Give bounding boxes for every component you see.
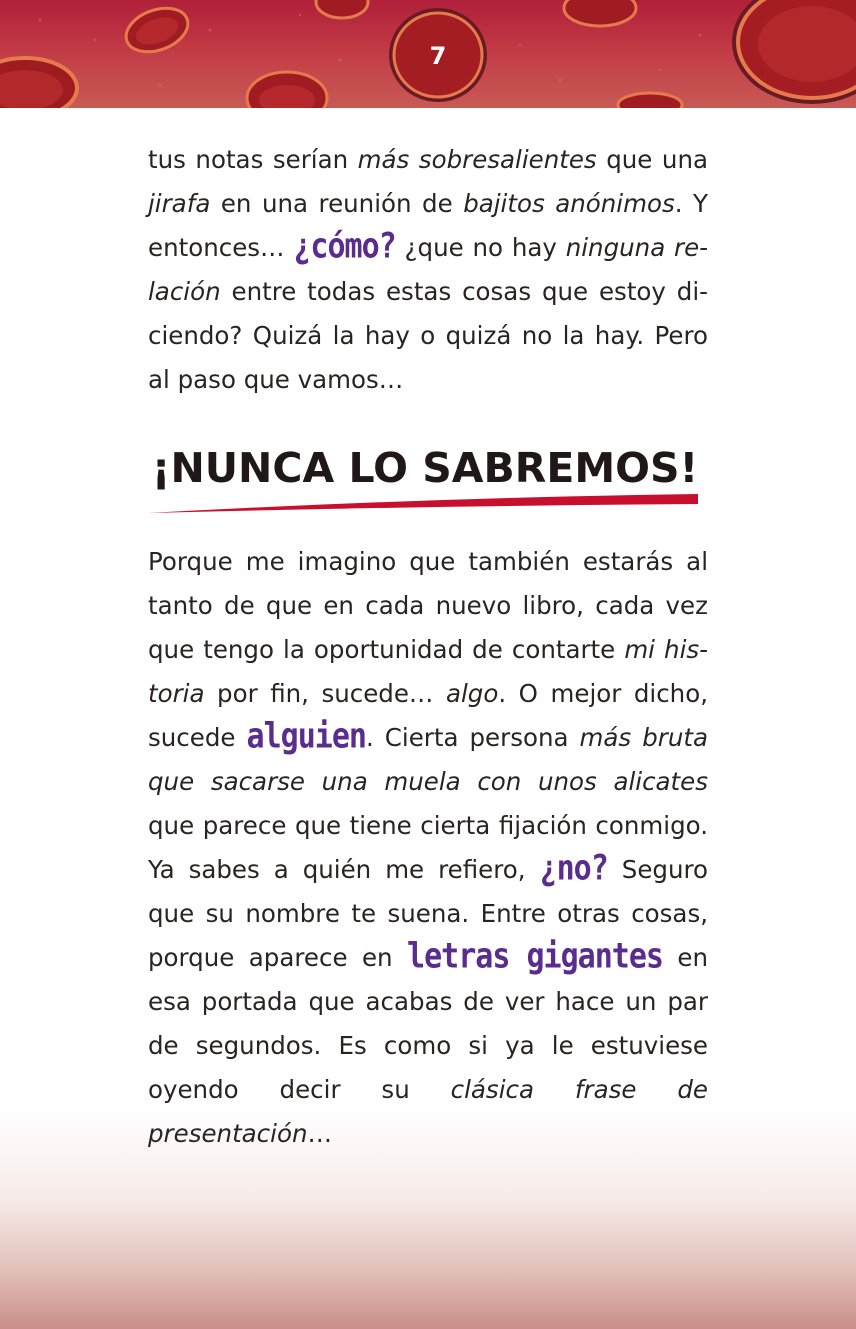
paragraph-1 xyxy=(148,138,708,402)
emphasis-word: ¿no? xyxy=(539,848,608,889)
text-run: . Cierta persona xyxy=(365,723,580,752)
text-run: por fin, sucede… xyxy=(204,679,446,708)
page-header-banner xyxy=(0,0,856,108)
text-run: entre todas estas cosas que estoy diciendo? Quizá la hay o quizá no la hay. Pero al paso que vamos… xyxy=(148,277,708,394)
text-run: que una xyxy=(596,145,708,174)
text-run: … xyxy=(307,1119,332,1148)
italic-phrase: más sobresalientes xyxy=(357,145,597,174)
text-run: Porque me imagino que también estarás al tanto de que en cada nuevo libro, cada vez que tengo la oportunidad de contarte xyxy=(148,547,708,664)
section-heading xyxy=(140,440,710,520)
italic-phrase: bajitos anónimos xyxy=(463,189,675,218)
heading-underline xyxy=(140,488,710,518)
emphasis-word: letras gigantes xyxy=(407,936,663,977)
italic-phrase: ninguna relación xyxy=(148,233,709,306)
text-run: en una reunión de xyxy=(210,189,464,218)
emphasis-word: ¿cómo? xyxy=(293,226,396,267)
italic-phrase: jirafa xyxy=(148,189,211,218)
heading-text: ¡NUNCA LO SABREMOS! xyxy=(151,444,699,492)
page-number: 7 xyxy=(429,42,447,70)
emphasis-word: alguien xyxy=(246,716,366,757)
italic-phrase: mi historia xyxy=(148,635,708,708)
text-run: que parece que tiene cierta fijación conmigo. Ya sabes a quién me refiero, xyxy=(148,811,708,884)
italic-phrase: más bruta que sacarse una muela con unos alicates xyxy=(148,723,709,796)
text-run: ¿que no hay xyxy=(395,233,566,262)
italic-phrase: algo xyxy=(445,679,499,708)
text-run: Seguro que su nombre te suena. Entre otras cosas, porque aparece en xyxy=(148,855,708,972)
text-run: tus notas serían xyxy=(148,145,358,174)
text-run: en esa portada que acabas de ver hace un par de segundos. Es como si ya le estuviese oyendo decir su xyxy=(148,943,709,1104)
paragraph-2 xyxy=(148,540,708,1156)
text-run: . Y entonces… xyxy=(148,189,708,262)
italic-phrase: clásica frase de presentación xyxy=(148,1075,708,1148)
text-run: . O mejor dicho, sucede xyxy=(148,679,708,752)
